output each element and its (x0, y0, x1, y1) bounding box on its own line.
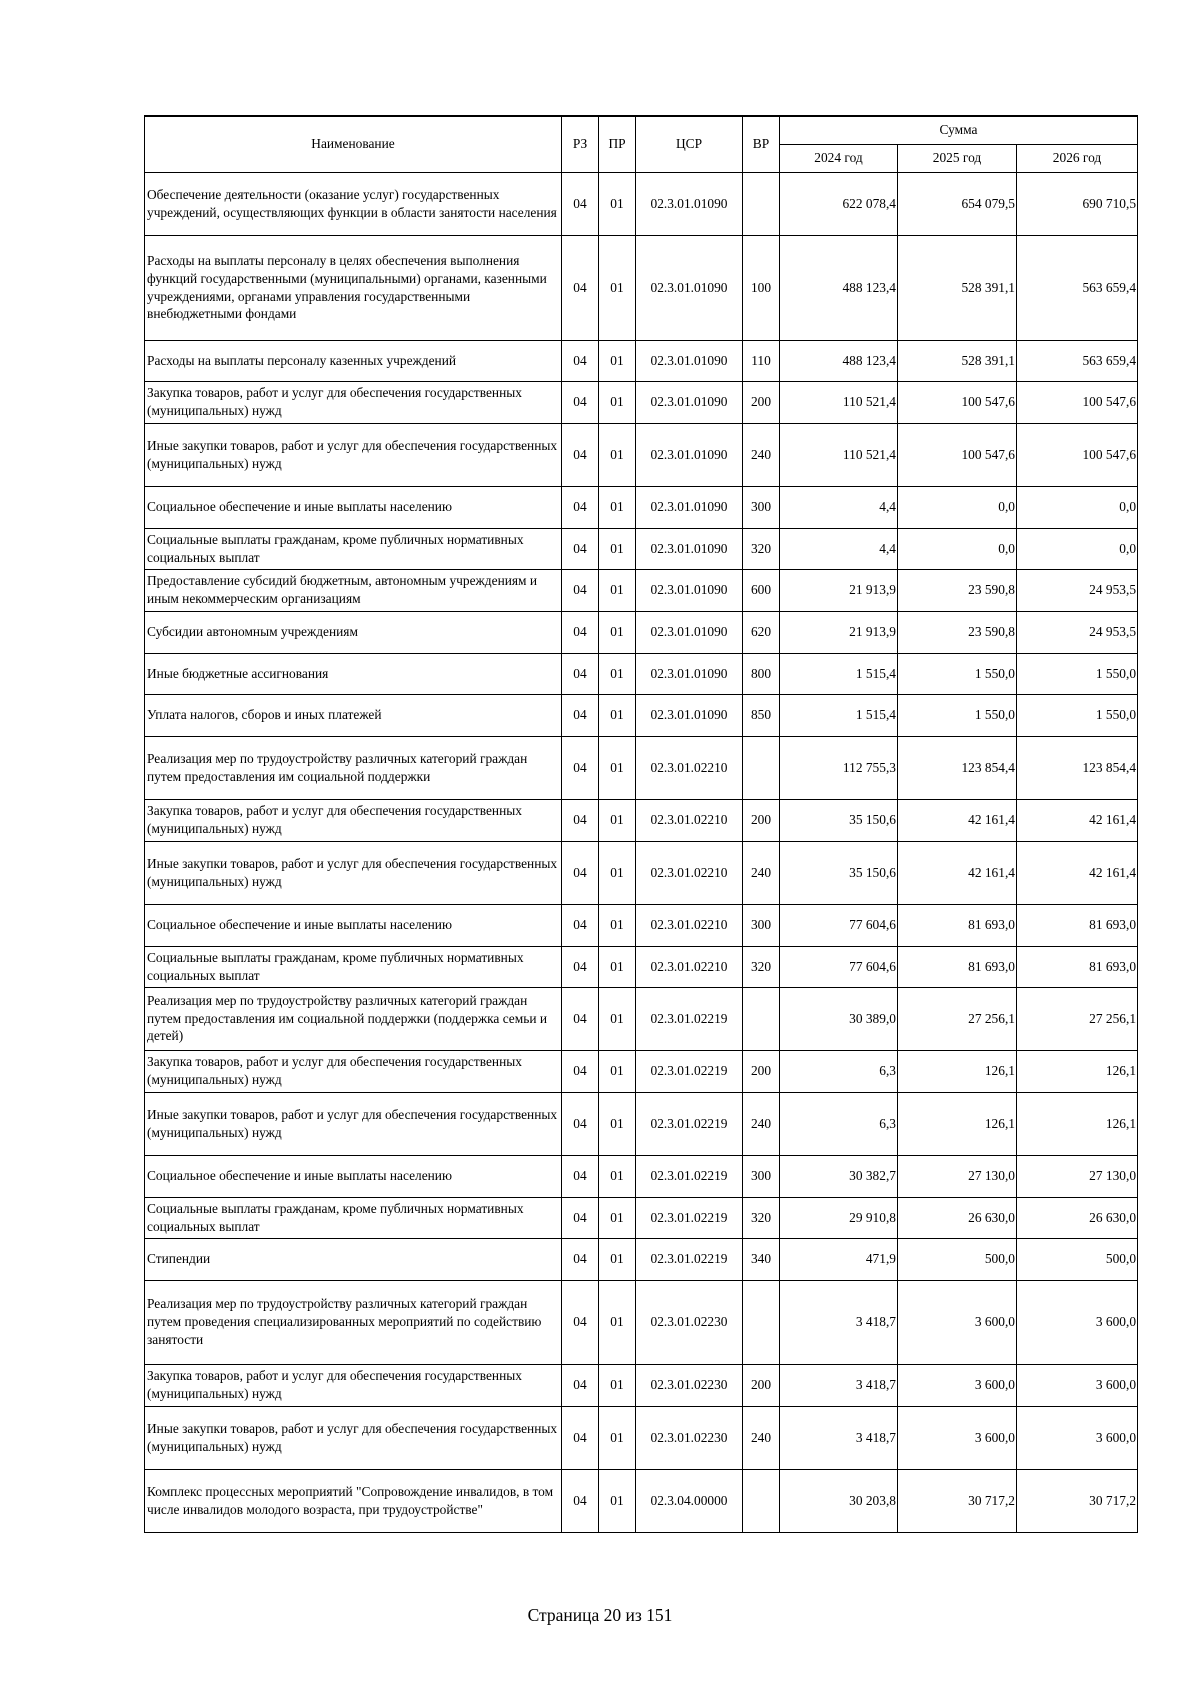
cell-2024: 488 123,4 (780, 235, 898, 340)
cell-2026: 123 854,4 (1017, 736, 1138, 799)
cell-name: Социальное обеспечение и иные выплаты населению (145, 904, 562, 946)
cell-vr: 800 (743, 653, 780, 694)
table-body (145, 172, 1138, 1532)
cell-pr: 01 (599, 841, 636, 904)
cell-2025: 3 600,0 (898, 1364, 1017, 1406)
cell-2025: 100 547,6 (898, 423, 1017, 486)
cell-2026: 42 161,4 (1017, 841, 1138, 904)
cell-2025: 81 693,0 (898, 904, 1017, 946)
cell-csr: 02.3.01.02219 (636, 1238, 743, 1280)
cell-2024: 30 203,8 (780, 1469, 898, 1532)
cell-pr: 01 (599, 1280, 636, 1364)
cell-vr: 200 (743, 1050, 780, 1092)
header-year-2026: 2026 год (1017, 144, 1138, 172)
table-row (145, 1364, 1138, 1406)
cell-vr: 320 (743, 1197, 780, 1238)
header-pr: ПР (599, 116, 636, 172)
cell-name: Иные бюджетные ассигнования (145, 653, 562, 694)
cell-name: Социальные выплаты гражданам, кроме публичных нормативных социальных выплат (145, 946, 562, 987)
cell-rz: 04 (562, 1092, 599, 1155)
cell-2026: 563 659,4 (1017, 235, 1138, 340)
cell-pr: 01 (599, 486, 636, 528)
cell-rz: 04 (562, 1364, 599, 1406)
cell-2026: 3 600,0 (1017, 1364, 1138, 1406)
cell-csr: 02.3.01.02219 (636, 987, 743, 1050)
cell-pr: 01 (599, 569, 636, 611)
cell-pr: 01 (599, 1238, 636, 1280)
cell-vr: 240 (743, 423, 780, 486)
cell-2025: 30 717,2 (898, 1469, 1017, 1532)
cell-pr: 01 (599, 1155, 636, 1197)
cell-csr: 02.3.01.02210 (636, 736, 743, 799)
cell-name: Иные закупки товаров, работ и услуг для обеспечения государственных (муниципальных) нужд (145, 1406, 562, 1469)
cell-2024: 3 418,7 (780, 1406, 898, 1469)
cell-csr: 02.3.01.01090 (636, 694, 743, 736)
cell-2026: 126,1 (1017, 1092, 1138, 1155)
cell-csr: 02.3.01.01090 (636, 381, 743, 423)
cell-2026: 0,0 (1017, 528, 1138, 569)
cell-csr: 02.3.01.02210 (636, 799, 743, 841)
cell-2026: 27 256,1 (1017, 987, 1138, 1050)
cell-name: Социальные выплаты гражданам, кроме публичных нормативных социальных выплат (145, 1197, 562, 1238)
header-vr: ВР (743, 116, 780, 172)
cell-name: Социальное обеспечение и иные выплаты населению (145, 1155, 562, 1197)
cell-vr: 200 (743, 799, 780, 841)
cell-2024: 3 418,7 (780, 1364, 898, 1406)
page-number: Страница 20 из 151 (527, 1605, 673, 1625)
cell-2025: 126,1 (898, 1092, 1017, 1155)
cell-csr: 02.3.01.01090 (636, 569, 743, 611)
table-row (145, 841, 1138, 904)
cell-2024: 6,3 (780, 1092, 898, 1155)
cell-rz: 04 (562, 1155, 599, 1197)
cell-2026: 3 600,0 (1017, 1280, 1138, 1364)
cell-csr: 02.3.01.02219 (636, 1092, 743, 1155)
cell-rz: 04 (562, 423, 599, 486)
cell-pr: 01 (599, 1050, 636, 1092)
cell-2024: 3 418,7 (780, 1280, 898, 1364)
cell-rz: 04 (562, 528, 599, 569)
cell-name: Закупка товаров, работ и услуг для обеспечения государственных (муниципальных) нужд (145, 1050, 562, 1092)
cell-vr: 100 (743, 235, 780, 340)
cell-2026: 24 953,5 (1017, 569, 1138, 611)
cell-2026: 81 693,0 (1017, 904, 1138, 946)
table-row (145, 1280, 1138, 1364)
cell-vr (743, 1469, 780, 1532)
cell-2026: 1 550,0 (1017, 653, 1138, 694)
cell-csr: 02.3.04.00000 (636, 1469, 743, 1532)
cell-vr: 300 (743, 486, 780, 528)
cell-2025: 1 550,0 (898, 694, 1017, 736)
cell-2025: 3 600,0 (898, 1406, 1017, 1469)
cell-2026: 26 630,0 (1017, 1197, 1138, 1238)
cell-2024: 6,3 (780, 1050, 898, 1092)
cell-csr: 02.3.01.02210 (636, 841, 743, 904)
cell-2024: 29 910,8 (780, 1197, 898, 1238)
table-row (145, 1092, 1138, 1155)
cell-2024: 21 913,9 (780, 569, 898, 611)
cell-2025: 27 256,1 (898, 987, 1017, 1050)
cell-rz: 04 (562, 653, 599, 694)
cell-csr: 02.3.01.02230 (636, 1406, 743, 1469)
cell-vr: 620 (743, 611, 780, 653)
cell-csr: 02.3.01.01090 (636, 528, 743, 569)
cell-rz: 04 (562, 1197, 599, 1238)
cell-rz: 04 (562, 172, 599, 235)
table-row (145, 528, 1138, 569)
cell-2026: 81 693,0 (1017, 946, 1138, 987)
cell-2025: 81 693,0 (898, 946, 1017, 987)
table-row (145, 1238, 1138, 1280)
table-row (145, 172, 1138, 235)
cell-csr: 02.3.01.01090 (636, 423, 743, 486)
cell-vr: 300 (743, 904, 780, 946)
cell-name: Предоставление субсидий бюджетным, автономным учреждениям и иным некоммерческим организациям (145, 569, 562, 611)
cell-vr (743, 172, 780, 235)
cell-2025: 528 391,1 (898, 340, 1017, 381)
cell-pr: 01 (599, 381, 636, 423)
header-year-2025: 2025 год (898, 144, 1017, 172)
table-row (145, 904, 1138, 946)
cell-2024: 21 913,9 (780, 611, 898, 653)
cell-rz: 04 (562, 486, 599, 528)
cell-pr: 01 (599, 340, 636, 381)
cell-name: Закупка товаров, работ и услуг для обеспечения государственных (муниципальных) нужд (145, 1364, 562, 1406)
cell-2026: 100 547,6 (1017, 381, 1138, 423)
cell-csr: 02.3.01.02230 (636, 1364, 743, 1406)
cell-pr: 01 (599, 736, 636, 799)
cell-vr: 110 (743, 340, 780, 381)
cell-name: Иные закупки товаров, работ и услуг для обеспечения государственных (муниципальных) нужд (145, 1092, 562, 1155)
cell-2025: 27 130,0 (898, 1155, 1017, 1197)
table-row (145, 340, 1138, 381)
cell-name: Расходы на выплаты персоналу в целях обеспечения выполнения функций государственными (муниципальными) органами, казенными учреждениями, органами управления государственными внебюджетными фондами (145, 235, 562, 340)
cell-2026: 0,0 (1017, 486, 1138, 528)
cell-name: Социальное обеспечение и иные выплаты населению (145, 486, 562, 528)
cell-pr: 01 (599, 1092, 636, 1155)
table-row (145, 569, 1138, 611)
cell-2024: 471,9 (780, 1238, 898, 1280)
header-rz: РЗ (562, 116, 599, 172)
cell-vr: 200 (743, 1364, 780, 1406)
cell-2025: 3 600,0 (898, 1280, 1017, 1364)
table-row (145, 694, 1138, 736)
cell-pr: 01 (599, 987, 636, 1050)
cell-csr: 02.3.01.01090 (636, 653, 743, 694)
cell-2025: 23 590,8 (898, 611, 1017, 653)
cell-2026: 27 130,0 (1017, 1155, 1138, 1197)
cell-2026: 500,0 (1017, 1238, 1138, 1280)
table-header (145, 116, 1138, 172)
cell-2025: 23 590,8 (898, 569, 1017, 611)
cell-rz: 04 (562, 1280, 599, 1364)
cell-csr: 02.3.01.02230 (636, 1280, 743, 1364)
cell-csr: 02.3.01.02210 (636, 904, 743, 946)
cell-name: Субсидии автономным учреждениям (145, 611, 562, 653)
cell-rz: 04 (562, 694, 599, 736)
cell-rz: 04 (562, 569, 599, 611)
cell-pr: 01 (599, 946, 636, 987)
cell-rz: 04 (562, 946, 599, 987)
cell-pr: 01 (599, 904, 636, 946)
cell-csr: 02.3.01.02219 (636, 1050, 743, 1092)
cell-2026: 100 547,6 (1017, 423, 1138, 486)
cell-vr: 320 (743, 528, 780, 569)
cell-rz: 04 (562, 736, 599, 799)
table-row (145, 235, 1138, 340)
cell-vr (743, 736, 780, 799)
cell-pr: 01 (599, 799, 636, 841)
cell-2024: 1 515,4 (780, 694, 898, 736)
cell-pr: 01 (599, 1469, 636, 1532)
cell-2024: 4,4 (780, 486, 898, 528)
cell-vr (743, 1280, 780, 1364)
cell-name: Расходы на выплаты персоналу казенных учреждений (145, 340, 562, 381)
cell-2025: 654 079,5 (898, 172, 1017, 235)
cell-pr: 01 (599, 1406, 636, 1469)
cell-vr: 320 (743, 946, 780, 987)
cell-2025: 42 161,4 (898, 841, 1017, 904)
cell-name: Обеспечение деятельности (оказание услуг) государственных учреждений, осуществляющих функции в области занятости населения (145, 172, 562, 235)
cell-name: Реализация мер по трудоустройству различных категорий граждан путем предоставления им социальной поддержки (145, 736, 562, 799)
cell-csr: 02.3.01.01090 (636, 235, 743, 340)
cell-2025: 0,0 (898, 486, 1017, 528)
cell-pr: 01 (599, 1364, 636, 1406)
table-row (145, 1197, 1138, 1238)
table-row (145, 1469, 1138, 1532)
cell-name: Реализация мер по трудоустройству различных категорий граждан путем проведения специализированных мероприятий по содействию занятости (145, 1280, 562, 1364)
cell-name: Стипендии (145, 1238, 562, 1280)
cell-name: Иные закупки товаров, работ и услуг для обеспечения государственных (муниципальных) нужд (145, 841, 562, 904)
cell-csr: 02.3.01.01090 (636, 611, 743, 653)
cell-vr: 240 (743, 1092, 780, 1155)
cell-vr: 240 (743, 1406, 780, 1469)
cell-2025: 123 854,4 (898, 736, 1017, 799)
cell-2025: 0,0 (898, 528, 1017, 569)
cell-csr: 02.3.01.02219 (636, 1155, 743, 1197)
cell-pr: 01 (599, 423, 636, 486)
cell-2024: 112 755,3 (780, 736, 898, 799)
table-row (145, 946, 1138, 987)
cell-name: Иные закупки товаров, работ и услуг для обеспечения государственных (муниципальных) нужд (145, 423, 562, 486)
header-year-2024: 2024 год (780, 144, 898, 172)
cell-2025: 1 550,0 (898, 653, 1017, 694)
cell-pr: 01 (599, 172, 636, 235)
cell-2024: 77 604,6 (780, 904, 898, 946)
cell-rz: 04 (562, 235, 599, 340)
cell-2026: 3 600,0 (1017, 1406, 1138, 1469)
cell-rz: 04 (562, 340, 599, 381)
cell-name: Комплекс процессных мероприятий "Сопровождение инвалидов, в том числе инвалидов молодого возраста, при трудоустройстве" (145, 1469, 562, 1532)
table-row (145, 611, 1138, 653)
cell-2025: 26 630,0 (898, 1197, 1017, 1238)
cell-2026: 563 659,4 (1017, 340, 1138, 381)
header-sum: Сумма (780, 116, 1138, 144)
cell-name: Закупка товаров, работ и услуг для обеспечения государственных (муниципальных) нужд (145, 799, 562, 841)
cell-2024: 1 515,4 (780, 653, 898, 694)
cell-2024: 77 604,6 (780, 946, 898, 987)
cell-2024: 35 150,6 (780, 799, 898, 841)
cell-2025: 528 391,1 (898, 235, 1017, 340)
table-row (145, 423, 1138, 486)
table-row (145, 987, 1138, 1050)
cell-rz: 04 (562, 611, 599, 653)
cell-csr: 02.3.01.02219 (636, 1197, 743, 1238)
cell-rz: 04 (562, 841, 599, 904)
cell-csr: 02.3.01.01090 (636, 172, 743, 235)
cell-vr: 240 (743, 841, 780, 904)
cell-2024: 110 521,4 (780, 423, 898, 486)
cell-csr: 02.3.01.01090 (636, 340, 743, 381)
cell-2026: 690 710,5 (1017, 172, 1138, 235)
cell-rz: 04 (562, 381, 599, 423)
cell-2025: 42 161,4 (898, 799, 1017, 841)
cell-2024: 30 382,7 (780, 1155, 898, 1197)
header-name: Наименование (145, 116, 562, 172)
cell-rz: 04 (562, 1050, 599, 1092)
cell-name: Уплата налогов, сборов и иных платежей (145, 694, 562, 736)
table-row (145, 799, 1138, 841)
cell-vr: 300 (743, 1155, 780, 1197)
cell-2026: 24 953,5 (1017, 611, 1138, 653)
table-row (145, 381, 1138, 423)
cell-name: Реализация мер по трудоустройству различных категорий граждан путем предоставления им социальной поддержки (поддержка семьи и детей) (145, 987, 562, 1050)
cell-csr: 02.3.01.01090 (636, 486, 743, 528)
cell-rz: 04 (562, 904, 599, 946)
cell-vr: 340 (743, 1238, 780, 1280)
cell-2026: 1 550,0 (1017, 694, 1138, 736)
cell-2026: 42 161,4 (1017, 799, 1138, 841)
cell-2024: 110 521,4 (780, 381, 898, 423)
cell-2026: 126,1 (1017, 1050, 1138, 1092)
cell-2024: 622 078,4 (780, 172, 898, 235)
cell-name: Закупка товаров, работ и услуг для обеспечения государственных (муниципальных) нужд (145, 381, 562, 423)
cell-2025: 100 547,6 (898, 381, 1017, 423)
cell-vr: 850 (743, 694, 780, 736)
cell-pr: 01 (599, 528, 636, 569)
cell-vr (743, 987, 780, 1050)
cell-pr: 01 (599, 1197, 636, 1238)
cell-vr: 600 (743, 569, 780, 611)
cell-name: Социальные выплаты гражданам, кроме публичных нормативных социальных выплат (145, 528, 562, 569)
table-row (145, 736, 1138, 799)
budget-table (144, 115, 1138, 1533)
cell-rz: 04 (562, 799, 599, 841)
cell-rz: 04 (562, 1406, 599, 1469)
cell-pr: 01 (599, 235, 636, 340)
cell-vr: 200 (743, 381, 780, 423)
cell-2026: 30 717,2 (1017, 1469, 1138, 1532)
cell-2025: 500,0 (898, 1238, 1017, 1280)
table-row (145, 653, 1138, 694)
table-row (145, 1050, 1138, 1092)
cell-pr: 01 (599, 653, 636, 694)
table-row (145, 1155, 1138, 1197)
cell-2025: 126,1 (898, 1050, 1017, 1092)
cell-2024: 30 389,0 (780, 987, 898, 1050)
cell-pr: 01 (599, 611, 636, 653)
cell-rz: 04 (562, 987, 599, 1050)
cell-2024: 4,4 (780, 528, 898, 569)
table-row (145, 486, 1138, 528)
cell-2024: 488 123,4 (780, 340, 898, 381)
cell-csr: 02.3.01.02210 (636, 946, 743, 987)
header-csr: ЦСР (636, 116, 743, 172)
cell-rz: 04 (562, 1238, 599, 1280)
cell-pr: 01 (599, 694, 636, 736)
cell-rz: 04 (562, 1469, 599, 1532)
cell-2024: 35 150,6 (780, 841, 898, 904)
table-row (145, 1406, 1138, 1469)
